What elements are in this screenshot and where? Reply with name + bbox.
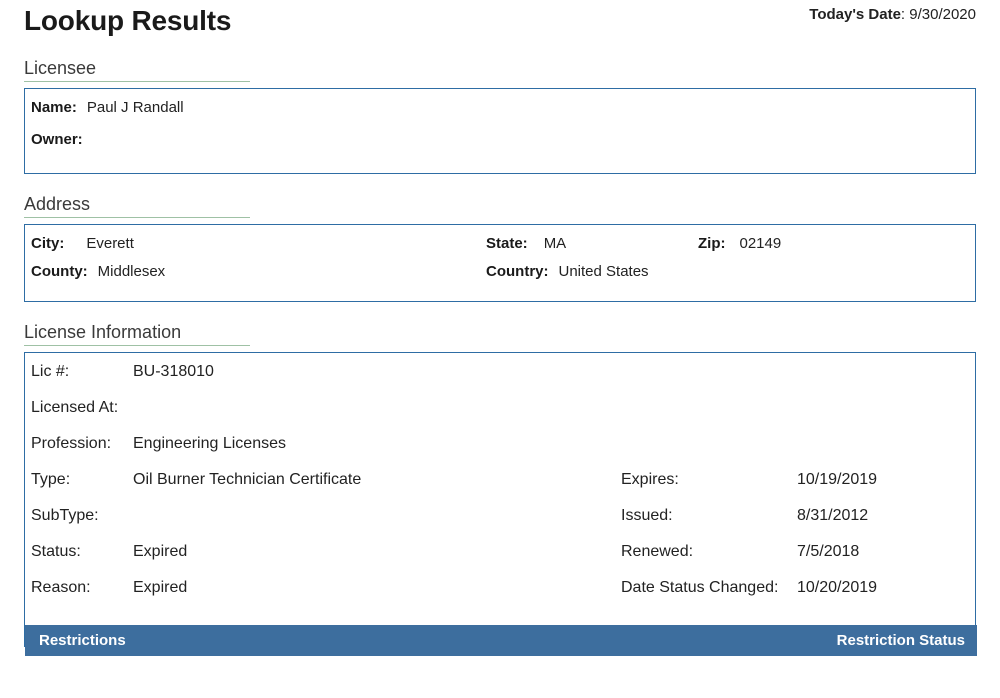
reason-field [31, 579, 621, 597]
todays-date-label: Today's Date [809, 6, 901, 23]
country-label: Country: [486, 262, 549, 280]
reason-value: Expired [133, 578, 188, 596]
license-information-panel [24, 352, 976, 647]
renewed-value: 7/5/2018 [797, 542, 860, 560]
lic-number-field [31, 363, 621, 381]
expires-label: Expires: [621, 470, 679, 488]
county-label: County: [31, 262, 88, 280]
city-field [31, 235, 486, 252]
address-row-1 [31, 235, 969, 263]
type-field [31, 471, 621, 489]
reason-label: Reason: [31, 578, 91, 596]
lic-row-5 [31, 507, 969, 543]
restriction-status-header-label: Restriction Status [836, 631, 965, 649]
licensee-heading: Licensee [24, 58, 250, 82]
subtype-label: SubType: [31, 506, 99, 524]
restrictions-header-label: Restrictions [39, 631, 126, 649]
licensee-panel [24, 88, 976, 174]
subtype-field [31, 507, 621, 525]
licensed-at-field [31, 399, 621, 417]
name-field [31, 99, 184, 116]
address-row-2 [31, 263, 969, 291]
licensee-owner-row [31, 131, 969, 163]
expires-value: 10/19/2019 [797, 470, 878, 488]
county-value: Middlesex [97, 262, 166, 280]
lic-row-3 [31, 435, 969, 471]
license-information-section-header [24, 322, 976, 346]
lic-row-1 [31, 363, 969, 399]
county-field [31, 263, 486, 280]
licensed-at-label: Licensed At: [31, 398, 119, 416]
lic-row-4 [31, 471, 969, 507]
country-value: United States [558, 262, 649, 280]
expires-field [621, 471, 877, 489]
lic-number-label: Lic #: [31, 362, 70, 380]
profession-value: Engineering Licenses [133, 434, 286, 452]
country-field [486, 263, 698, 280]
page-title: Lookup Results [24, 5, 232, 36]
date-status-changed-value: 10/20/2019 [797, 578, 878, 596]
licensee-name-row [31, 99, 969, 131]
zip-field [698, 235, 898, 252]
address-panel [24, 224, 976, 302]
lic-row-2 [31, 399, 969, 435]
lic-row-6 [31, 543, 969, 579]
todays-date [809, 4, 976, 23]
licensee-section-header [24, 58, 976, 82]
license-information-heading: License Information [24, 322, 250, 346]
state-value: MA [543, 234, 567, 252]
profession-field [31, 435, 621, 453]
city-label: City: [31, 234, 65, 252]
name-value: Paul J Randall [86, 98, 184, 116]
restrictions-table-header [25, 625, 977, 656]
address-heading: Address [24, 194, 250, 218]
page-header [24, 0, 976, 38]
zip-label: Zip: [698, 234, 726, 252]
date-status-changed-field [621, 579, 877, 597]
profession-label: Profession: [31, 434, 112, 452]
date-status-changed-label: Date Status Changed: [621, 578, 779, 596]
city-value: Everett [86, 234, 134, 252]
zip-value: 02149 [739, 234, 782, 252]
todays-date-colon: : [900, 6, 910, 23]
renewed-field [621, 543, 859, 561]
owner-label: Owner: [31, 130, 83, 148]
name-label: Name: [31, 98, 77, 116]
status-field [31, 543, 621, 561]
todays-date-value: 9/30/2020 [909, 6, 976, 23]
issued-value: 8/31/2012 [797, 506, 869, 524]
address-section-header [24, 194, 976, 218]
lic-row-7 [31, 579, 969, 615]
issued-label: Issued: [621, 506, 673, 524]
lic-number-value: BU-318010 [133, 362, 214, 380]
state-field [486, 235, 698, 252]
owner-field [31, 131, 91, 148]
type-value: Oil Burner Technician Certificate [133, 470, 362, 488]
renewed-label: Renewed: [621, 542, 694, 560]
status-label: Status: [31, 542, 81, 560]
status-value: Expired [133, 542, 188, 560]
issued-field [621, 507, 868, 525]
type-label: Type: [31, 470, 71, 488]
state-label: State: [486, 234, 528, 252]
